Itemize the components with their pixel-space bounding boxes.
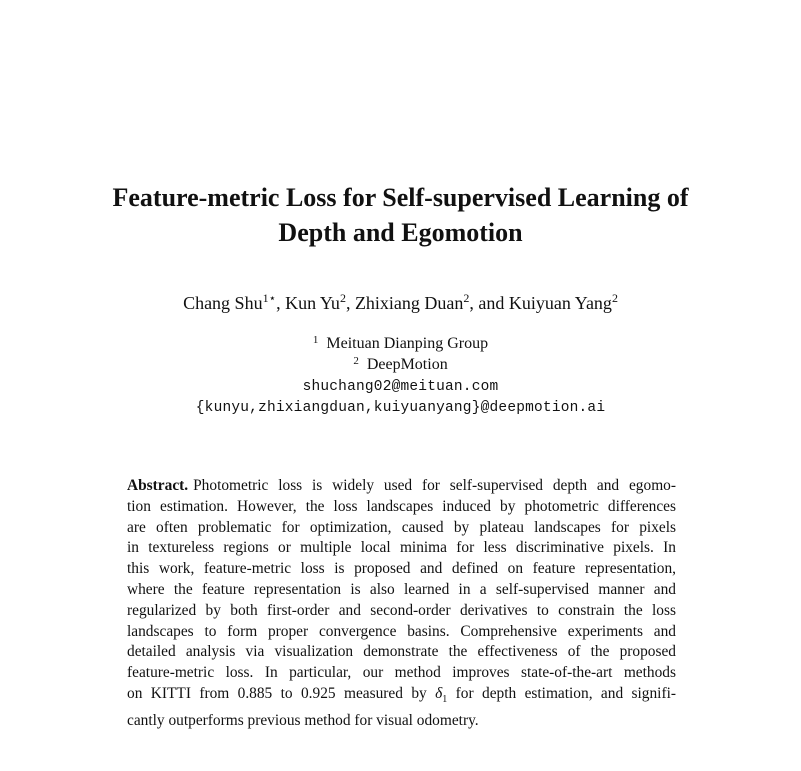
author-superscript: 1⋆ <box>262 291 277 305</box>
abstract <box>127 476 676 732</box>
abstract-line <box>127 476 676 497</box>
abstract-line: cantly outperforms previous method for visual odometry. <box>127 711 479 729</box>
abstract-line: detailed analysis via visualization demonstrate the effectiveness of the proposed <box>127 643 676 661</box>
abstract-line: where the feature representation is also learned in a self-supervised manner and <box>127 580 676 598</box>
abstract-line: regularized by both first-order and second-order derivatives to constrain the loss <box>127 601 676 619</box>
title-line-1: Feature-metric Loss for Self-supervised Learning of <box>112 183 689 212</box>
abstract-label: Abstract. <box>127 477 189 494</box>
author-name: Zhixiang Duan <box>354 293 464 313</box>
affiliations-block <box>0 333 801 419</box>
author-separator: , <box>345 293 355 313</box>
author-superscript: 2 <box>463 291 470 305</box>
author-separator: , <box>276 293 286 313</box>
abstract-line: feature-metric loss. In particular, our method improves state-of-the-art methods <box>127 664 676 682</box>
author-superscript: 2 <box>339 291 346 305</box>
abstract-text: Photometric loss is widely used for self-supervised depth and egomo- <box>193 477 676 494</box>
abstract-line <box>127 684 676 711</box>
title-line-2: Depth and Egomotion <box>278 218 523 247</box>
abstract-line: this work, feature-metric loss is proposed and defined on feature representation, <box>127 560 676 578</box>
abstract-text: on KITTI from 0.885 to 0.925 measured by <box>127 684 427 702</box>
author-superscript: 2 <box>611 291 618 305</box>
abstract-line: landscapes to form proper convergence basins. Comprehensive experiments and <box>127 622 676 640</box>
affiliation-superscript: 2 <box>353 355 359 367</box>
author-list <box>0 292 801 316</box>
affiliation-line <box>0 354 801 375</box>
delta-symbol <box>435 684 448 706</box>
email-address: shuchang02@meituan.com <box>302 379 499 395</box>
author-name: Kun Yu <box>285 293 340 313</box>
delta-glyph: δ <box>435 684 443 702</box>
abstract-line: in textureless regions or multiple local minima for less discriminative pixels. In <box>127 539 676 557</box>
paper-title <box>0 180 801 250</box>
abstract-text: for depth estimation, and signifi- <box>455 684 676 702</box>
author-name: Chang Shu <box>183 293 263 313</box>
affiliation-name: DeepMotion <box>366 356 448 373</box>
author-name: Kuiyuan Yang <box>508 293 612 313</box>
author-separator: , and <box>469 293 509 313</box>
affiliation-line <box>0 333 801 354</box>
abstract-line: tion estimation. However, the loss landscapes induced by photometric differences <box>127 497 676 515</box>
delta-subscript: 1 <box>442 694 448 706</box>
affiliation-superscript: 1 <box>312 334 319 346</box>
email-address: {kunyu,zhixiangduan,kuiyuanyang}@deepmotion.ai <box>195 400 606 416</box>
abstract-line: are often problematic for optimization, caused by plateau landscapes for pixels <box>127 518 676 536</box>
affiliation-name: Meituan Dianping Group <box>326 335 489 352</box>
